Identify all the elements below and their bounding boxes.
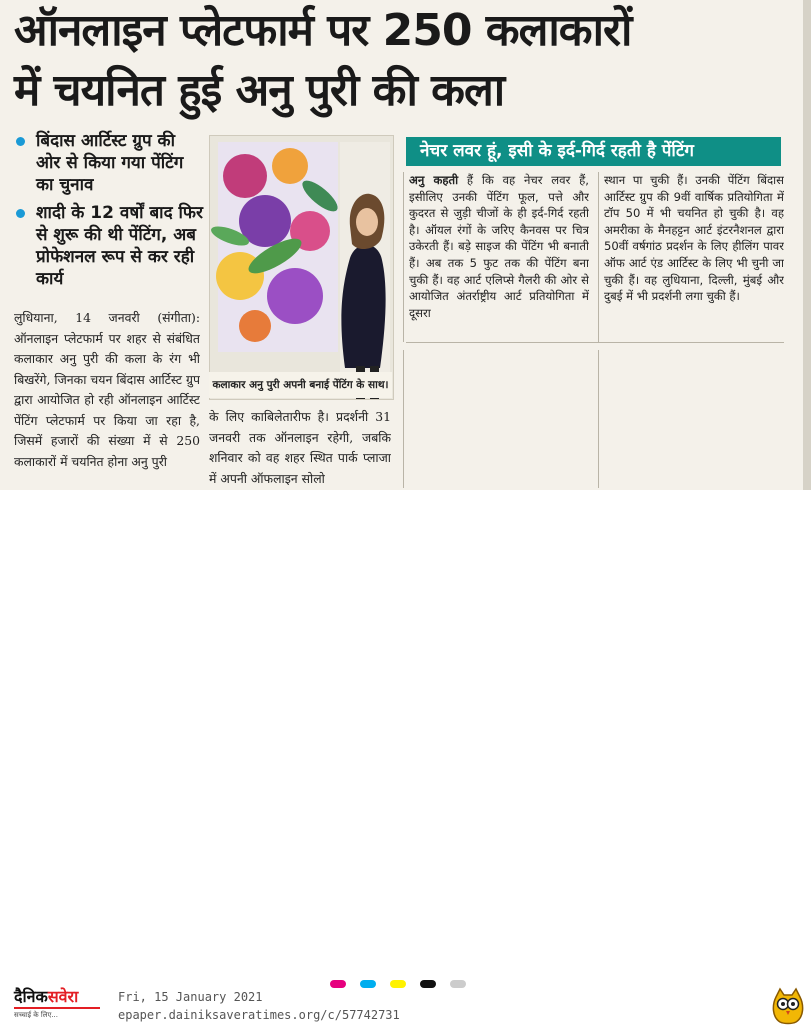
sub-article-lead: अनु कहती bbox=[409, 173, 459, 187]
epaper-url[interactable]: epaper.dainiksaveratimes.org/c/57742731 bbox=[118, 1008, 400, 1022]
color-swatch bbox=[450, 980, 466, 988]
section-divider bbox=[406, 342, 784, 343]
column-divider bbox=[598, 172, 599, 342]
sub-article-column-2: स्थान पा चुकी हैं। उनकी पेंटिंग बिंदास आर्टिस्ट ग्रुप की 9वीं वार्षिक प्रतियोगिता में टॉप 50 में भी चयनित हो चुकी है। वह अमरीका के मैनहट्टन आर्ट इंटरनैशनल द्वारा 50वीं वर्षगांठ प्रदर्शन के लिए हीलिंग पावर ऑफ आर्ट एंड आर्टिस्ट के लिए भी चुनी जा चुकी हैं। वह लुधियाना, दिल्ली, मुंबई और दुबई में भी प्रदर्शनी लगा चुकी हैं। bbox=[604, 173, 784, 304]
color-swatch bbox=[330, 980, 346, 988]
newspaper-page bbox=[0, 0, 811, 490]
painting-and-artist-illustration bbox=[210, 136, 393, 399]
logo-underline bbox=[14, 1007, 100, 1009]
column-divider bbox=[403, 172, 404, 342]
print-color-bar bbox=[330, 980, 466, 988]
color-swatch bbox=[360, 980, 376, 988]
logo-text: दैनिक bbox=[14, 987, 48, 1006]
owl-icon[interactable] bbox=[770, 987, 806, 1025]
headline-line-2: में चयनित हुई अनु पुरी की कला bbox=[14, 65, 505, 116]
bullet-dot-icon bbox=[16, 137, 25, 146]
headline-line-1: ऑनलाइन प्लेटफार्म पर 250 कलाकारों bbox=[14, 5, 632, 56]
dainik-savera-logo bbox=[14, 987, 102, 1023]
epaper-footer bbox=[0, 490, 811, 1022]
article-column-1: लुधियाना, 14 जनवरी (संगीता): ऑनलाइन प्लेटफार्म पर शहर से संबंधित कलाकार अनु पुरी की कला के रंग भी बिखरेंगे, जिनका चयन बिंदास आर्टिस्ट ग्रुप द्वारा आयोजित हो रही ऑनलाइन आर्टिस्ट पेंटिंग प्लेटफार्म पर किया जा रहा है, जिसमें हजारों की संख्या में से 250 कलाकारों में चयनित होना अनु पुरी bbox=[14, 310, 200, 469]
logo-accent-text: सवेरा bbox=[47, 987, 79, 1006]
subheading-banner: नेचर लवर हूं, इसी के इर्द-गिर्द रहती है पेंटिंग bbox=[406, 137, 781, 166]
column-divider bbox=[403, 350, 404, 488]
column-divider bbox=[598, 350, 599, 488]
bullet-text: बिंदास आर्टिस्ट ग्रुप की ओर से किया गया पेंटिंग का चुनाव bbox=[36, 131, 184, 195]
bullet-item bbox=[14, 130, 204, 196]
sub-article-column-1 bbox=[409, 172, 589, 332]
color-swatch bbox=[420, 980, 436, 988]
color-swatch bbox=[390, 980, 406, 988]
bullet-dot-icon bbox=[16, 209, 25, 218]
photo-caption: कलाकार अनु पुरी अपनी बनाई पेंटिंग के साथ। bbox=[209, 372, 392, 398]
artist-photo bbox=[209, 135, 394, 400]
bullet-item bbox=[14, 202, 204, 290]
adjacent-page-edge bbox=[803, 0, 811, 490]
edition-date: Fri, 15 January 2021 bbox=[118, 990, 263, 1004]
bullet-list bbox=[14, 130, 204, 296]
article-column-2: के लिए काबिलेतारीफ है। प्रदर्शनी 31 जनवरी तक ऑनलाइन रहेगी, जबकि शनिवार को वह शहर स्थित पार्क प्लाजा में अपनी ऑफलाइन सोलो bbox=[209, 409, 391, 486]
logo-tagline: सच्चाई के लिए... bbox=[14, 1011, 58, 1019]
bullet-text: शादी के 12 वर्षों बाद फिर से शुरू की थी पेंटिंग, अब प्रोफेशनल रूप से कर रही कार्य bbox=[36, 203, 203, 289]
sub-article-text: हैं कि वह नेचर लवर हैं, इसीलिए उनकी पेंटिंग फूल, पत्ते और कुदरत से जुड़ी चीजों के ही इर्द-गिर्द रहती है। ऑयल रंगों के जरिए कैनवस पर चित्र उकेरती हैं। बड़े साइज की पेंटिंग भी बनाती हैं। अब तक 5 फुट तक की पेंटिंग बना चुकी हैं। वह आर्ट एलिप्से गैलरी की ओर से आयोजित अंतर्राष्ट्रीय आर्ट प्रतियोगिता में दूसरा bbox=[409, 173, 589, 320]
